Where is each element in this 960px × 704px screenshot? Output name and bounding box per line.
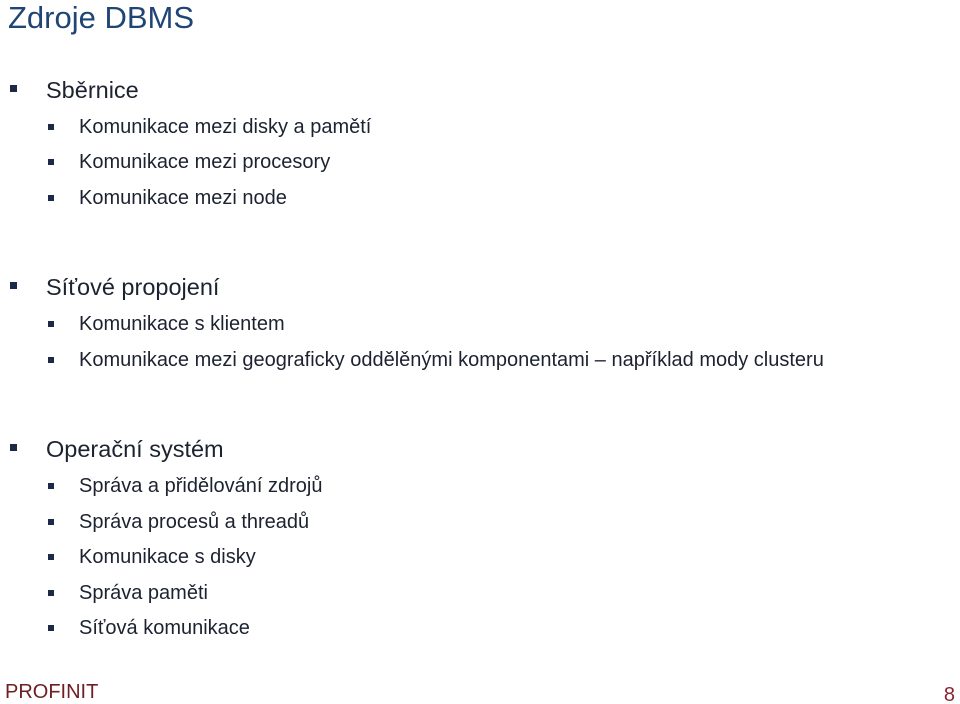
bullet-text: Správa paměti bbox=[79, 581, 208, 604]
page-number: 8 bbox=[943, 684, 955, 704]
bullet-text: Komunikace mezi node bbox=[79, 186, 287, 209]
bullet-text: Komunikace mezi procesory bbox=[79, 151, 331, 174]
square-bullet-icon bbox=[10, 85, 17, 92]
bullet-item-level2 bbox=[0, 540, 960, 575]
bullet-item-level2 bbox=[0, 505, 960, 540]
section-network bbox=[0, 268, 960, 378]
square-bullet-icon bbox=[48, 124, 54, 130]
square-bullet-icon bbox=[48, 159, 54, 165]
bullet-item-level1 bbox=[0, 268, 960, 307]
square-bullet-icon bbox=[48, 321, 54, 327]
bullet-text: Komunikace s klientem bbox=[79, 313, 285, 336]
square-bullet-icon bbox=[48, 483, 54, 489]
bullet-item-level2 bbox=[0, 611, 960, 646]
bullet-text: Komunikace mezi geograficky oddělěnými komponentami – například mody clusteru bbox=[79, 348, 824, 371]
square-bullet-icon bbox=[10, 282, 17, 289]
section-bus bbox=[0, 71, 960, 216]
bullet-text: Komunikace s disky bbox=[79, 546, 256, 569]
square-bullet-icon bbox=[48, 195, 54, 201]
square-bullet-icon bbox=[48, 625, 54, 631]
section-heading: Sběrnice bbox=[46, 77, 139, 103]
bullet-item-level2 bbox=[0, 576, 960, 611]
bullet-text: Síťová komunikace bbox=[79, 616, 250, 639]
square-bullet-icon bbox=[48, 519, 54, 525]
slide-title: Zdroje DBMS bbox=[8, 0, 195, 35]
bullet-text: Komunikace mezi disky a pamětí bbox=[79, 116, 372, 138]
bullet-item-level1 bbox=[0, 430, 960, 469]
bullet-list bbox=[0, 71, 960, 703]
bullet-item-level2 bbox=[0, 469, 960, 504]
bullet-item-level2 bbox=[0, 343, 960, 378]
bullet-item-level2 bbox=[0, 181, 960, 216]
bullet-text: Správa a přidělování zdrojů bbox=[79, 475, 323, 498]
section-os bbox=[0, 430, 960, 646]
bullet-text: Správa procesů a threadů bbox=[79, 510, 310, 533]
bullet-item-level2 bbox=[0, 307, 960, 342]
square-bullet-icon bbox=[48, 590, 54, 596]
bullet-item-level1 bbox=[0, 71, 960, 110]
section-heading: Síťové propojení bbox=[46, 274, 220, 301]
profinit-logo: PROFINIT bbox=[5, 681, 99, 703]
square-bullet-icon bbox=[10, 444, 17, 451]
bullet-item-level2 bbox=[0, 110, 960, 145]
square-bullet-icon bbox=[48, 554, 54, 560]
bullet-item-level2 bbox=[0, 145, 960, 180]
square-bullet-icon bbox=[48, 357, 54, 363]
section-heading: Operační systém bbox=[46, 436, 224, 463]
